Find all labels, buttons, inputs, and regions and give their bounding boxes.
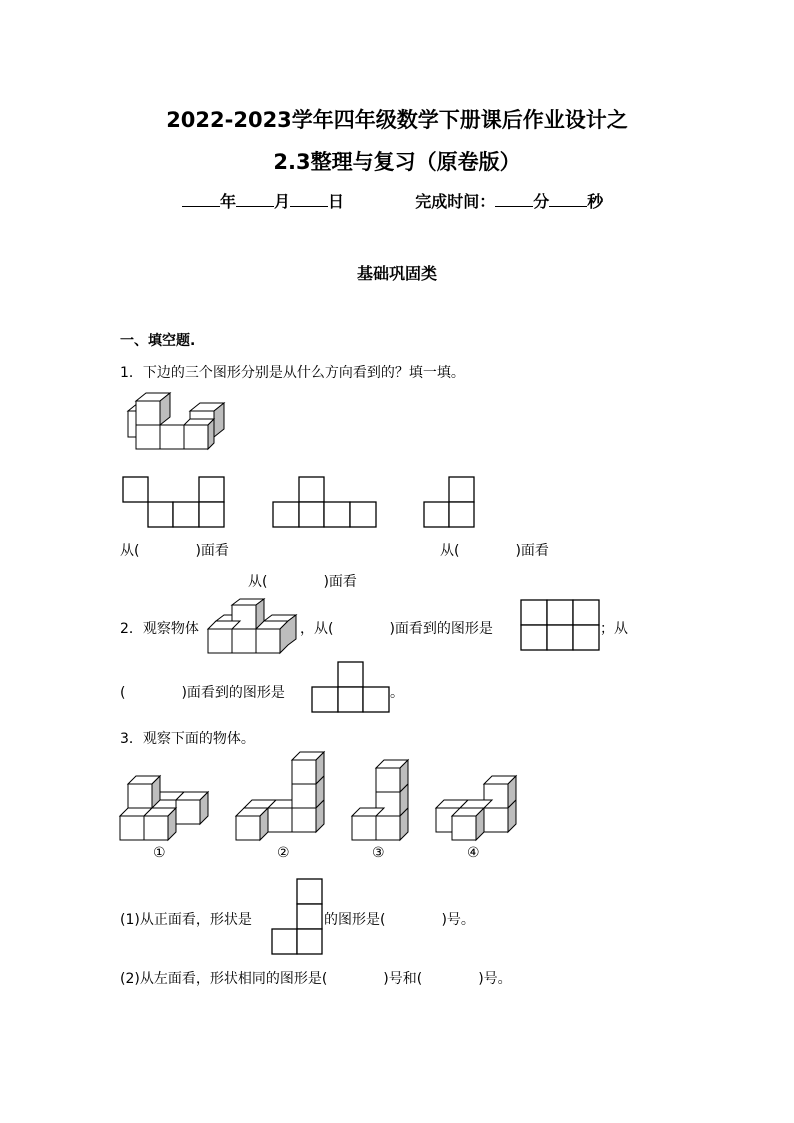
day-blank[interactable]: [290, 192, 328, 207]
second-label: 秒: [587, 192, 604, 211]
minute-label: 分: [533, 192, 550, 211]
q1-answer-right[interactable]: 从( )面看: [440, 543, 549, 559]
second-blank[interactable]: [549, 192, 587, 207]
minute-blank[interactable]: [495, 192, 533, 207]
q2-text-e: 。: [390, 685, 404, 701]
q3-sub1-text-b[interactable]: 的图形是( )号。: [324, 912, 475, 928]
month-label: 月: [274, 192, 291, 211]
q2-text-c: ；从: [600, 621, 628, 637]
q1-view-a: [123, 477, 227, 529]
q3-label-4: ④: [467, 845, 480, 861]
q2-text-d: ( )面看到的图形是: [120, 685, 285, 701]
q3-label-2: ②: [277, 845, 290, 861]
q3-sub2-text[interactable]: (2)从左面看，形状相同的图形是( )号和( )号。: [120, 971, 512, 987]
q3-object-3: [352, 760, 412, 842]
section-heading: 一、填空题.: [120, 333, 196, 349]
category-heading: 基础巩固类: [356, 264, 437, 283]
year-blank[interactable]: [182, 192, 220, 207]
q3-object-1: [120, 776, 212, 842]
time-label: 完成时间：: [415, 192, 496, 211]
day-label: 日: [328, 192, 345, 211]
q1-answer-middle[interactable]: 从( )面看: [248, 574, 357, 590]
q2-cube-figure: [208, 599, 300, 655]
q2-view-rect-grid: [521, 600, 601, 652]
page-title-line1: 2022-2023学年四年级数学下册课后作业设计之: [166, 108, 628, 132]
q1-view-b: [273, 477, 379, 529]
q3-object-4: [436, 776, 520, 842]
year-label: 年: [220, 192, 237, 211]
q3-label-3: ③: [372, 845, 385, 861]
page-title-line2: 2.3整理与复习（原卷版）: [273, 150, 521, 174]
q1-cube-figure: [118, 393, 228, 451]
q2-view-t-grid: [312, 662, 392, 714]
q1-text: 1．下边的三个图形分别是从什么方向看到的？填一填。: [120, 365, 465, 381]
q3-object-2: [236, 752, 328, 842]
q3-text: 3．观察下面的物体。: [120, 731, 255, 747]
q1-view-c: [424, 477, 478, 529]
month-blank[interactable]: [236, 192, 274, 207]
q2-text-a: 2．观察物体: [120, 621, 199, 637]
date-time-line: [182, 189, 603, 212]
q3-sub1-shape: [272, 879, 326, 957]
q3-sub1-text-a: (1)从正面看，形状是: [120, 912, 252, 928]
q3-label-1: ①: [153, 845, 166, 861]
q1-answer-left[interactable]: 从( )面看: [120, 543, 229, 559]
q2-text-b: ，从( )面看到的图形是: [300, 621, 493, 637]
